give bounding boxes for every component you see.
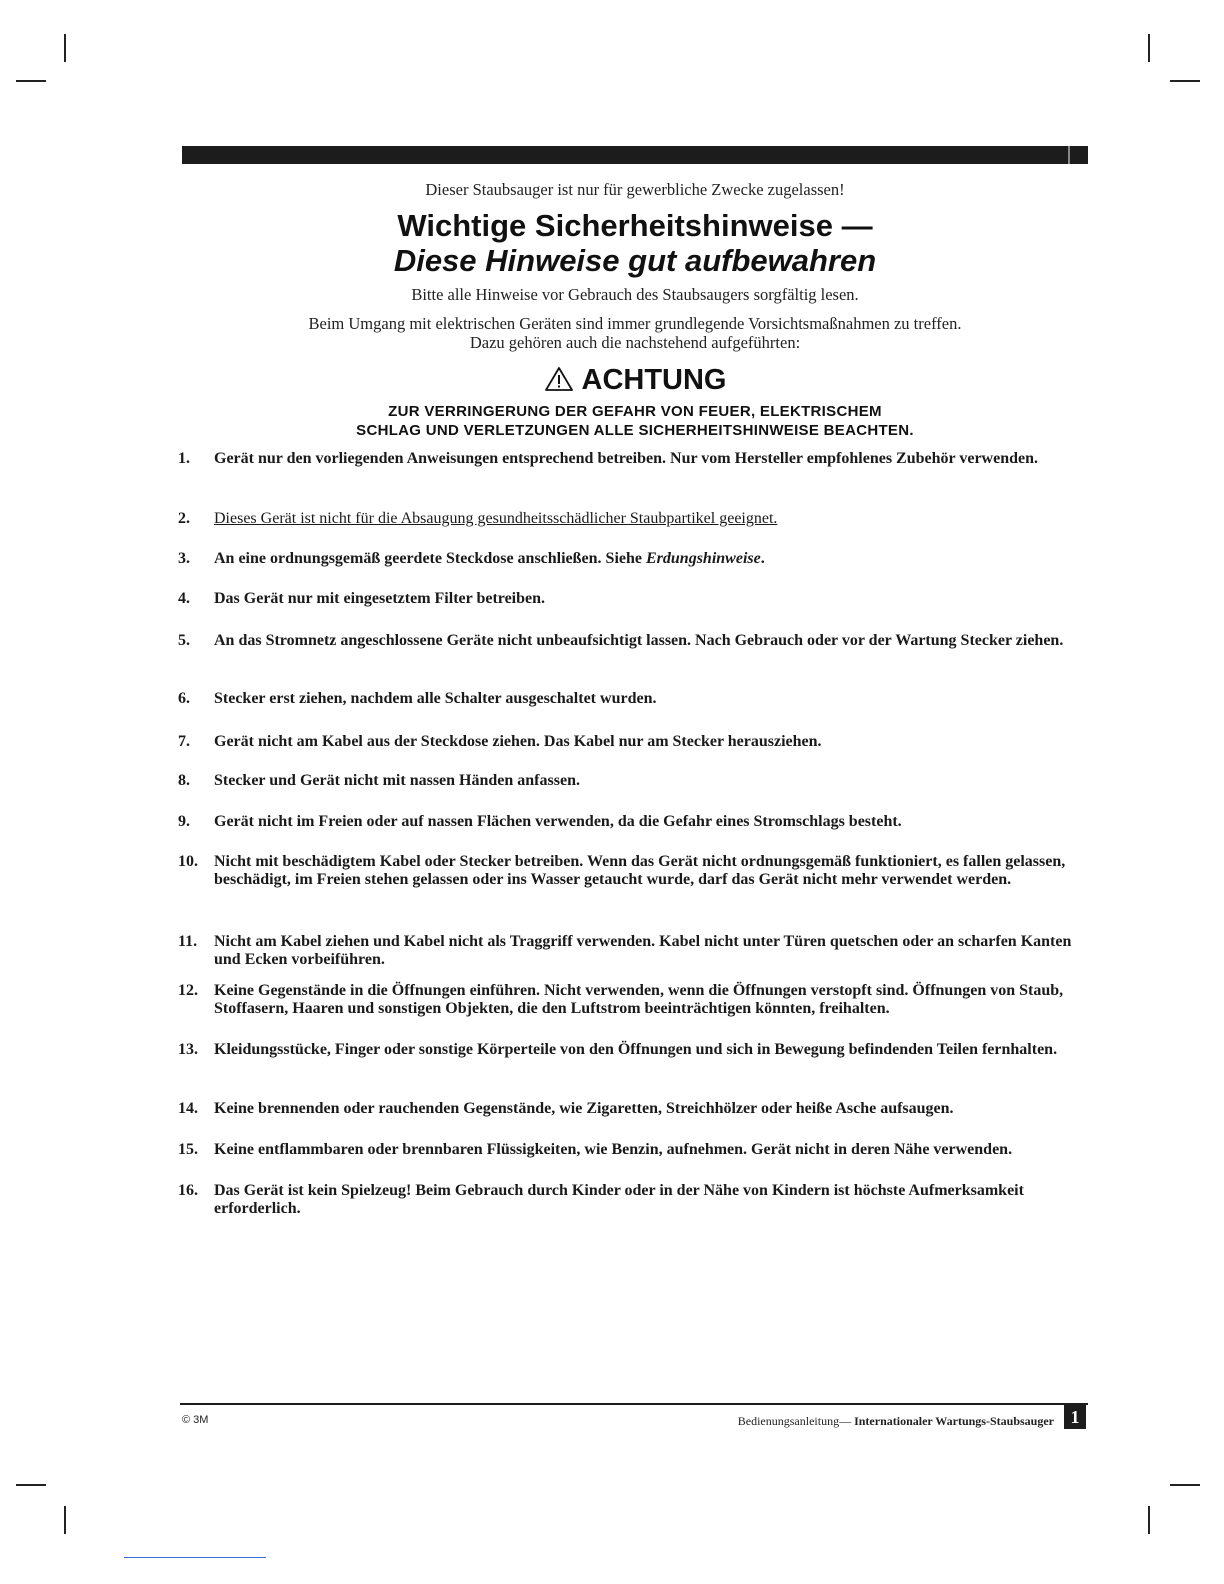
warning-text bbox=[180, 402, 1090, 440]
list-item-number: 9. bbox=[178, 813, 190, 830]
crop-mark bbox=[64, 1506, 66, 1534]
list-item-text: An das Stromnetz angeschlossene Geräte nicht unbeaufsichtigt lassen. Nach Gebrauch oder vor der Wartung Stecker ziehen. bbox=[214, 632, 1064, 649]
list-item-text: Gerät nicht im Freien oder auf nassen Flächen verwenden, da die Gefahr eines Stromschlags besteht. bbox=[214, 813, 902, 830]
precaution-line-1: Beim Umgang mit elektrischen Geräten sind immer grundlegende Vorsichtsmaßnahmen zu treffen. bbox=[308, 314, 962, 333]
list-item bbox=[178, 450, 1078, 468]
list-item-number: 8. bbox=[178, 772, 190, 789]
list-item-text: Das Gerät ist kein Spielzeug! Beim Gebrauch durch Kinder oder in der Nähe von Kindern ist höchste Aufmerksamkeit erforderlich. bbox=[214, 1182, 1024, 1217]
list-item-number: 11. bbox=[178, 933, 198, 950]
list-item-number: 10. bbox=[178, 853, 198, 870]
list-item-text bbox=[214, 550, 1078, 568]
footer-manual-title bbox=[738, 1414, 1054, 1429]
list-item bbox=[178, 1182, 1078, 1218]
list-item bbox=[178, 550, 1078, 568]
warning-line-1: ZUR VERRINGERUNG DER GEFAHR VON FEUER, ELEKTRISCHEM bbox=[388, 403, 882, 420]
list-item bbox=[178, 510, 1078, 528]
list-item-text-main: An eine ordnungsgemäß geerdete Steckdose anschließen. Siehe bbox=[214, 550, 646, 567]
list-item bbox=[178, 733, 1078, 751]
list-item-text-suffix: . bbox=[760, 550, 765, 567]
page-number: 1 bbox=[1064, 1405, 1086, 1429]
list-item-number: 3. bbox=[178, 550, 190, 567]
crop-mark bbox=[64, 34, 66, 62]
list-item-text: Dieses Gerät ist nicht für die Absaugung gesundheitsschädlicher Staubpartikel geeignet. bbox=[214, 510, 778, 527]
page-title: Wichtige Sicherheitshinweise — bbox=[397, 208, 873, 243]
list-item-number: 15. bbox=[178, 1141, 198, 1158]
crop-mark bbox=[1148, 1506, 1150, 1534]
list-item-number: 5. bbox=[178, 632, 190, 649]
crop-mark bbox=[16, 80, 46, 82]
list-item bbox=[178, 853, 1078, 889]
commercial-use-note: Dieser Staubsauger ist nur für gewerbliche Zwecke zugelassen! bbox=[425, 180, 845, 199]
list-item-number: 14. bbox=[178, 1100, 198, 1117]
list-item-number: 7. bbox=[178, 733, 190, 750]
list-item-text: Keine Gegenstände in die Öffnungen einführen. Nicht verwenden, wenn die Öffnungen verstopft sind. Öffnungen von Staub, Stoffasern, Haaren und sonstigen Objekten, die den Luftstrom beeinträchtigen könnten, freihalten. bbox=[214, 982, 1064, 1017]
crop-mark bbox=[1148, 34, 1150, 62]
list-item-text: Kleidungsstücke, Finger oder sonstige Körperteile von den Öffnungen und sich in Bewegung befindenden Teilen fernhalten. bbox=[214, 1041, 1058, 1058]
list-item bbox=[178, 982, 1078, 1018]
list-item bbox=[178, 1041, 1078, 1059]
list-item-text: Gerät nur den vorliegenden Anweisungen entsprechend betreiben. Nur vom Hersteller empfohlenes Zubehör verwenden. bbox=[214, 450, 1038, 467]
list-item-text: Keine brennenden oder rauchenden Gegenstände, wie Zigaretten, Streichhölzer oder heiße Asche aufsaugen. bbox=[214, 1100, 954, 1117]
crop-mark bbox=[16, 1484, 46, 1486]
grounding-reference: Erdungshinweise bbox=[646, 550, 761, 567]
list-item bbox=[178, 1141, 1078, 1159]
list-item bbox=[178, 933, 1078, 969]
list-item-text: Stecker erst ziehen, nachdem alle Schalter ausgeschaltet wurden. bbox=[214, 690, 657, 707]
warning-triangle-icon bbox=[544, 366, 574, 392]
list-item-text: Keine entflammbaren oder brennbaren Flüssigkeiten, wie Benzin, aufnehmen. Gerät nicht in deren Nähe verwenden. bbox=[214, 1141, 1013, 1158]
list-item-number: 1. bbox=[178, 450, 190, 467]
list-item bbox=[178, 772, 1078, 790]
list-item-number: 16. bbox=[178, 1182, 198, 1199]
list-item bbox=[178, 590, 1078, 608]
list-item-text: Stecker und Gerät nicht mit nassen Händen anfassen. bbox=[214, 772, 580, 789]
footer-rule bbox=[180, 1403, 1088, 1405]
list-item-text: Das Gerät nur mit eingesetztem Filter betreiben. bbox=[214, 590, 546, 607]
warning-heading-label: ACHTUNG bbox=[581, 364, 727, 396]
scan-artifact-line bbox=[124, 1557, 266, 1558]
list-item-number: 13. bbox=[178, 1041, 198, 1058]
crop-mark bbox=[1170, 1484, 1200, 1486]
list-item-text: Gerät nicht am Kabel aus der Steckdose ziehen. Das Kabel nur am Stecker herausziehen. bbox=[214, 733, 822, 750]
copyright: © 3M bbox=[182, 1414, 209, 1426]
list-item-number: 6. bbox=[178, 690, 190, 707]
warning-heading bbox=[180, 362, 1090, 398]
list-item-text: Nicht mit beschädigtem Kabel oder Stecker betreiben. Wenn das Gerät nicht ordnungsgemäß funktioniert, es fallen gelassen, beschädigt, im Freien stehen gelassen oder ins Wasser getaucht wurde, darf das Gerät nicht mehr verwendet werden. bbox=[214, 853, 1066, 888]
list-item-text: Nicht am Kabel ziehen und Kabel nicht als Traggriff verwenden. Kabel nicht unter Türen quetschen oder an scharfen Kanten und Ecken vorbeiführen. bbox=[214, 933, 1072, 968]
precaution-line-2: Dazu gehören auch die nachstehend aufgeführten: bbox=[469, 333, 801, 352]
page-subtitle: Diese Hinweise gut aufbewahren bbox=[393, 243, 877, 278]
list-item bbox=[178, 813, 1078, 831]
crop-mark bbox=[1170, 80, 1200, 82]
list-item bbox=[178, 632, 1078, 650]
header-bar-notch bbox=[1068, 146, 1070, 164]
list-item-number: 12. bbox=[178, 982, 198, 999]
warning-line-2: SCHLAG UND VERLETZUNGEN ALLE SICHERHEITSHINWEISE BEACHTEN. bbox=[356, 422, 914, 439]
list-item-number: 2. bbox=[178, 510, 190, 527]
list-item-number: 4. bbox=[178, 590, 190, 607]
precaution-note bbox=[180, 314, 1090, 352]
list-item bbox=[178, 1100, 1078, 1118]
footer-manual-name: Internationaler Wartungs-Staubsauger bbox=[854, 1414, 1054, 1428]
footer-manual-prefix: Bedienungsanleitung— bbox=[737, 1414, 855, 1428]
list-item bbox=[178, 690, 1078, 708]
header-bar bbox=[182, 146, 1088, 164]
read-instructions-note: Bitte alle Hinweise vor Gebrauch des Staubsaugers sorgfältig lesen. bbox=[411, 285, 859, 304]
